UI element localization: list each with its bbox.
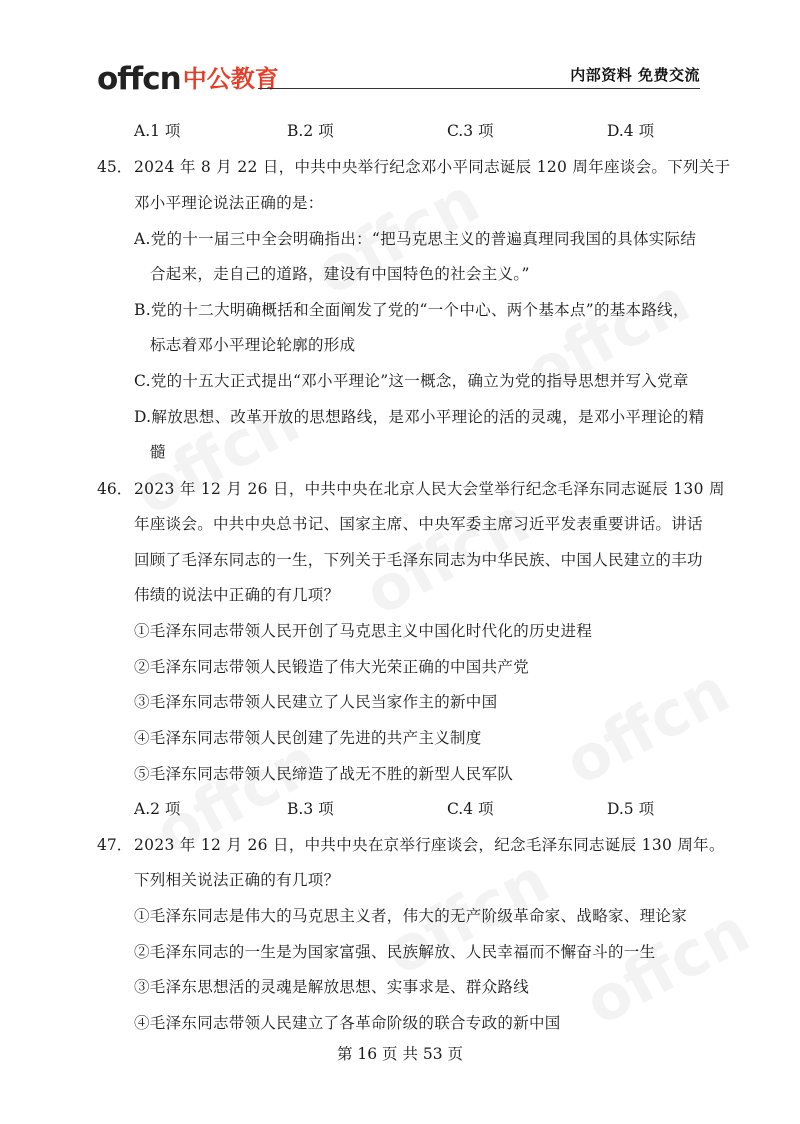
option-b: B.2 项 xyxy=(287,122,334,140)
option-b-line: B.党的十二大明确概括和全面阐发了党的“一个中心、两个基本点”的基本路线， xyxy=(134,301,689,319)
statement-item: ②毛泽东同志的一生是为国家富强、民族解放、人民幸福而不懈奋斗的一生 xyxy=(134,943,656,961)
statement-item: ①毛泽东同志带领人民开创了马克思主义中国化时代化的历史进程 xyxy=(134,622,593,640)
option-d: D.5 项 xyxy=(607,800,655,818)
logo-cn-text: 中公教育 xyxy=(182,65,279,93)
statement-item: ②毛泽东同志带领人民锻造了伟大光荣正确的中国共产党 xyxy=(134,658,530,676)
option-c: C.3 项 xyxy=(447,122,494,140)
question-number: 46． xyxy=(97,480,133,498)
question-stem-line: 2023 年 12 月 26 日，中共中央在北京人民大会堂举行纪念毛泽东同志诞辰 130 周 xyxy=(134,480,725,498)
option-a-line: A.党的十一届三中全会明确指出：“把马克思主义的普遍真理同我国的具体实际结 xyxy=(134,230,697,248)
question-stem-line: 2023 年 12 月 26 日，中共中央在京举行座谈会，纪念毛泽东同志诞辰 130 周年。 xyxy=(134,836,725,854)
option-c-line: C.党的十五大正式提出“邓小平理论”这一概念，确立为党的指导思想并写入党章 xyxy=(134,372,689,390)
question-stem-line: 回顾了毛泽东同志的一生，下列关于毛泽东同志为中华民族、中国人民建立的丰功 xyxy=(134,551,703,569)
option-d-line: 髓 xyxy=(150,443,166,461)
option-d-line: D.解放思想、改革开放的思想路线，是邓小平理论的活的灵魂，是邓小平理论的精 xyxy=(134,408,705,426)
option-b-line: 标志着邓小平理论轮廓的形成 xyxy=(150,336,356,354)
option-c: C.4 项 xyxy=(447,800,494,818)
statement-item: ③毛泽东思想活的灵魂是解放思想、实事求是、群众路线 xyxy=(134,978,530,996)
question-stem-line: 邓小平理论说法正确的是： xyxy=(134,194,324,212)
option-d: D.4 项 xyxy=(607,122,655,140)
question-stem-line: 2024 年 8 月 22 日，中共中央举行纪念邓小平同志诞辰 120 周年座谈会。下列关于 xyxy=(134,158,731,176)
statement-item: ①毛泽东同志是伟大的马克思主义者，伟大的无产阶级革命家、战略家、理论家 xyxy=(134,907,688,925)
option-a-line: 合起来，走自己的道路，建设有中国特色的社会主义。” xyxy=(150,265,530,283)
statement-item: ③毛泽东同志带领人民建立了人民当家作主的新中国 xyxy=(134,693,498,711)
question-stem-line: 伟绩的说法中正确的有几项？ xyxy=(134,586,340,604)
logo-en-text: offcn xyxy=(97,61,181,97)
statement-item: ④毛泽东同志带领人民创建了先进的共产主义制度 xyxy=(134,729,482,747)
option-b: B.3 项 xyxy=(287,800,334,818)
page-footer: 第 16 页 共 53 页 xyxy=(336,1045,464,1063)
option-a: A.2 项 xyxy=(134,800,181,818)
statement-item: ④毛泽东同志带领人民建立了各革命阶级的联合专政的新中国 xyxy=(134,1014,561,1032)
question-stem-line: 下列相关说法正确的有几项？ xyxy=(134,871,340,889)
question-stem-line: 年座谈会。中共中央总书记、国家主席、中央军委主席习近平发表重要讲话。讲话 xyxy=(134,515,703,533)
question-number: 47． xyxy=(97,836,133,854)
header-tagline: 内部资料 免费交流 xyxy=(570,66,700,84)
question-number: 45． xyxy=(97,158,133,176)
option-a: A.1 项 xyxy=(134,122,181,140)
statement-item: ⑤毛泽东同志带领人民缔造了战无不胜的新型人民军队 xyxy=(134,765,514,783)
